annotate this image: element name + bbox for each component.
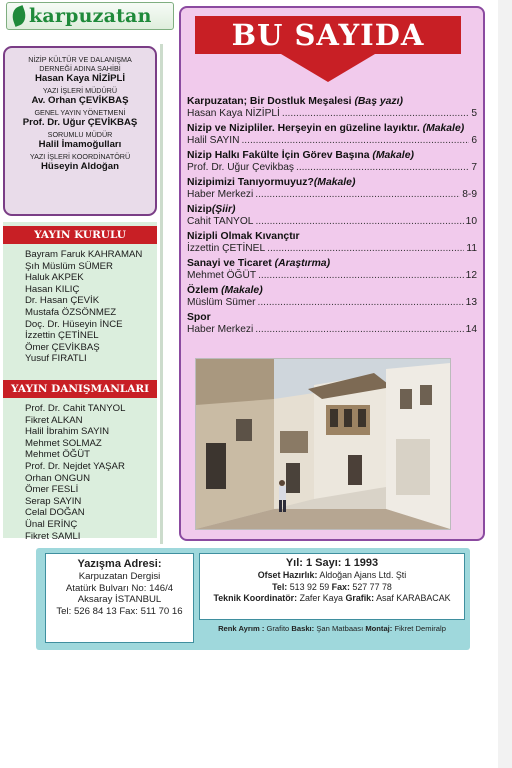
- masthead-name: Hüseyin Aldoğan: [40, 161, 119, 172]
- list-item: Prof. Dr. Nejdet YAŞAR: [25, 460, 125, 472]
- toc-page: 11: [466, 243, 477, 254]
- toc-author: Hasan Kaya NİZİPLİ: [187, 108, 280, 119]
- toc-item[interactable]: [187, 285, 477, 309]
- list-item: İzzettin ÇETİNEL: [25, 330, 99, 342]
- address-title: Yazışma Adresi:: [77, 558, 162, 570]
- toc-tag: (Makale): [221, 285, 263, 296]
- toc-tag: (Makale): [422, 123, 465, 134]
- toc-author: Haber Merkezi: [187, 189, 254, 200]
- phone-line: [200, 582, 464, 594]
- toc-page: 7: [471, 162, 477, 173]
- renk-label: Renk Ayrım :: [218, 624, 265, 633]
- list-item: Şıh Müslüm SÜMER: [25, 260, 113, 272]
- toc-title: Nizip: [187, 204, 212, 215]
- toc-page: 6: [471, 135, 477, 146]
- masthead-role: NİZİP KÜLTÜR VE DALANIŞMA DERNEĞİ ADINA SAHİBİ: [28, 55, 132, 73]
- grafik-value: Asaf KARABACAK: [376, 593, 451, 603]
- fax-label: Fax:: [331, 581, 350, 592]
- toc-title: Özlem: [187, 285, 222, 296]
- ofset-line: [200, 570, 464, 582]
- masthead-name: Av. Orhan ÇEVİKBAŞ: [31, 95, 129, 106]
- baski-value: Şan Matbaası: [316, 624, 364, 633]
- toc-author: Haber Merkezi: [187, 324, 254, 335]
- address-line: Tel: 526 84 13 Fax: 511 70 16: [56, 605, 183, 617]
- editorial-board-panel: [3, 222, 157, 542]
- contents-title-banner: [193, 14, 463, 84]
- print-credits: [199, 624, 465, 633]
- toc-page: 13: [465, 297, 477, 308]
- list-item: Haluk AKPEK: [25, 272, 84, 284]
- tel-value: 513 92 59: [289, 581, 330, 592]
- renk-value: Grafito: [266, 624, 290, 633]
- list-item: Mustafa ÖZSÖNMEZ: [25, 306, 117, 318]
- yayin-danismanlari-heading: YAYIN DANIŞMANLARI: [3, 380, 157, 398]
- toc-item[interactable]: [187, 258, 477, 282]
- grafik-label: Grafik:: [345, 593, 375, 603]
- yayin-danismanlari-list: [25, 403, 157, 542]
- toc-item[interactable]: [187, 204, 477, 228]
- toc-author: İzzettin ÇETİNEL: [187, 243, 266, 254]
- masthead-name: Halil İmamoğulları: [38, 139, 122, 150]
- address-line: Atatürk Bulvarı No: 146/4: [65, 582, 174, 594]
- yayin-kurulu-list: [25, 249, 157, 365]
- toc-title: Nizip Halkı Fakülte İçin Görev Başına: [187, 150, 373, 161]
- toc-tag: (Araştırma): [274, 258, 331, 269]
- list-item: Ömer ÇEVİKBAŞ: [25, 341, 100, 353]
- toc-tag: (Baş yazı): [354, 96, 403, 107]
- montaj-value: Fikret Demiralp: [394, 624, 446, 633]
- masthead-role: SORUMLU MÜDÜR: [47, 130, 113, 139]
- toc-title: Nizip ve Nizipliler. Herşeyin en güzeline layıktır.: [187, 123, 423, 134]
- table-of-contents: [187, 96, 477, 339]
- toc-item[interactable]: [187, 96, 477, 120]
- list-item: Halil İbrahim SAYIN: [25, 426, 110, 438]
- toc-title: Nizipimizi Tanıyormuyuz?: [187, 177, 314, 188]
- list-item: Mehmet SOLMAZ: [25, 437, 102, 449]
- toc-author: Prof. Dr. Uğur Çevikbaş: [187, 162, 295, 173]
- list-item: Celal DOĞAN: [25, 507, 85, 519]
- address-line: Aksaray İSTANBUL: [77, 594, 162, 605]
- coord-label: Teknik Koordinatör:: [213, 593, 298, 603]
- list-item: Yusuf FIRATLI: [25, 353, 87, 365]
- street-scene-illustration: [196, 359, 450, 529]
- fax-value: 527 77 78: [352, 581, 392, 592]
- list-item: Ömer FESLİ: [25, 484, 79, 496]
- toc-title: Nizipli Olmak Kıvançtır: [187, 231, 300, 242]
- list-item: Fikret ALKAN: [25, 414, 83, 426]
- list-item: Ünal ERİNÇ: [25, 518, 78, 530]
- toc-item[interactable]: [187, 312, 477, 336]
- list-item: Doç. Dr. Hüseyin İNCE: [25, 318, 123, 330]
- list-item: Mehmet ÖĞÜT: [25, 449, 91, 461]
- toc-author: Müslüm Sümer: [187, 297, 256, 308]
- town-street-photo: [195, 358, 451, 530]
- list-item: Fikret SAMLI: [25, 530, 81, 542]
- coordinator-line: [200, 593, 464, 605]
- masthead-name: Prof. Dr. Uğur ÇEVİKBAŞ: [22, 117, 138, 128]
- toc-tag: (Makale): [372, 150, 414, 161]
- list-item: Hasan KILIÇ: [25, 283, 80, 295]
- contents-title: BU SAYIDA: [231, 18, 425, 52]
- toc-title: Karpuzatan; Bir Dostluk Meşalesi: [187, 96, 355, 107]
- toc-item[interactable]: [187, 123, 477, 147]
- montaj-label: Montaj:: [365, 624, 393, 633]
- masthead-role: YAZI İŞLERİ KOORDİNATÖRÜ: [29, 152, 131, 161]
- address-box: [45, 553, 194, 643]
- list-item: Dr. Hasan ÇEVİK: [25, 295, 100, 307]
- toc-item[interactable]: [187, 177, 477, 201]
- toc-tag: (Şiir): [211, 204, 236, 215]
- issue-info-box: [199, 553, 465, 620]
- yayin-kurulu-heading: YAYIN KURULU: [3, 226, 157, 244]
- list-item: Prof. Dr. Cahit TANYOL: [25, 403, 126, 414]
- toc-author: Halil SAYIN: [187, 135, 240, 146]
- tel-label: Tel:: [272, 581, 288, 592]
- toc-tag: (Makale): [313, 177, 356, 188]
- toc-author: Mehmet ÖĞÜT: [187, 270, 257, 281]
- column-divider: [160, 44, 163, 544]
- masthead-box: [3, 46, 157, 216]
- leaf-icon: [9, 5, 28, 27]
- masthead-role: YAZI İŞLERİ MÜDÜRÜ: [42, 86, 118, 95]
- baski-label: Baskı:: [291, 624, 315, 633]
- toc-page: 10: [465, 216, 477, 227]
- list-item: Bayram Faruk KAHRAMAN: [25, 249, 143, 260]
- list-item: Orhan ONGUN: [25, 472, 91, 484]
- toc-page: 8-9: [462, 189, 477, 200]
- toc-item[interactable]: [187, 231, 477, 255]
- coord-value: Zafer Kaya: [299, 593, 343, 603]
- toc-page: 12: [465, 270, 477, 281]
- toc-author: Cahit TANYOL: [187, 216, 254, 227]
- logo-text: karpuzatan: [29, 5, 152, 27]
- list-item: Serap SAYIN: [25, 495, 82, 507]
- toc-title: Sanayi ve Ticaret: [187, 258, 275, 269]
- ofset-value: Aldoğan Ajans Ltd. Şti: [319, 570, 407, 580]
- toc-title: Spor: [187, 312, 211, 323]
- masthead-name: Hasan Kaya NİZİPLİ: [34, 73, 126, 84]
- toc-item[interactable]: [187, 150, 477, 174]
- ofset-label: Ofset Hazırlık:: [257, 570, 318, 580]
- masthead-role: GENEL YAYIN YÖNETMENİ: [34, 108, 126, 117]
- issue-year-line: Yıl: 1 Sayı: 1 1993: [285, 557, 379, 569]
- address-line: Karpuzatan Dergisi: [78, 571, 161, 582]
- page-edge: [498, 0, 512, 768]
- toc-page: 14: [465, 324, 477, 335]
- magazine-logo: [6, 2, 174, 30]
- toc-page: 5: [471, 108, 477, 119]
